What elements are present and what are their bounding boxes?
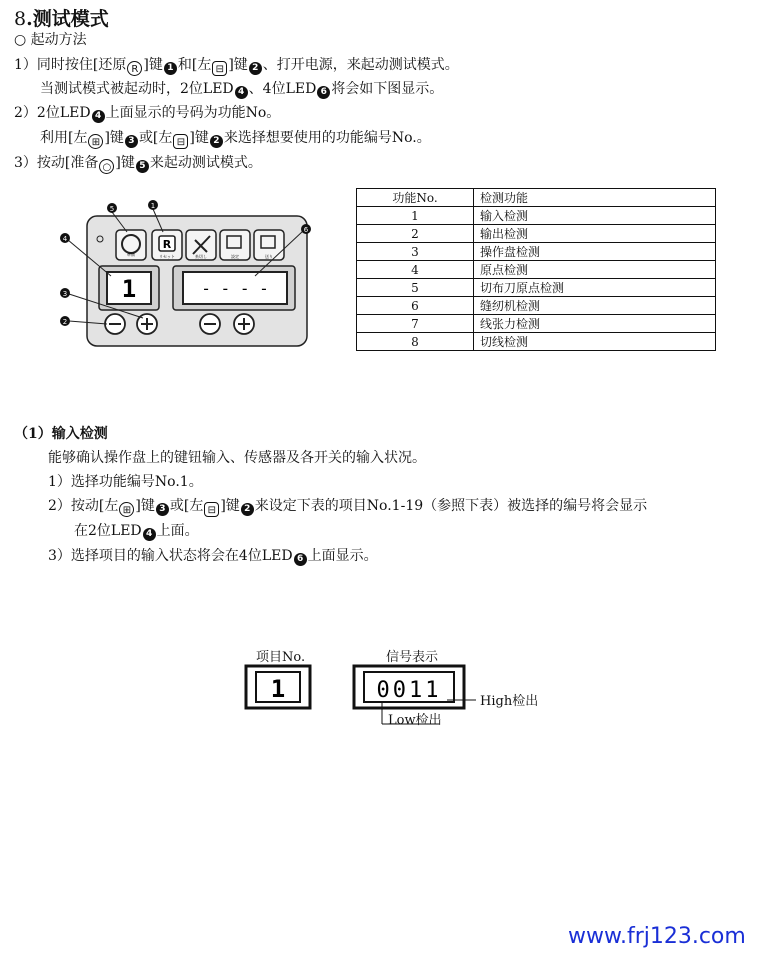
callout-1: 1	[150, 202, 156, 210]
step-1-line-2: 当测试模式被起动时，2位LED 4 、4位LED 6 将会如下图显示。	[40, 81, 444, 97]
section-1-title: （1）输入检测	[14, 426, 108, 442]
callout-4: 4	[62, 235, 68, 243]
col-header-function: 检测功能	[474, 189, 716, 207]
table-header-row	[357, 189, 716, 207]
set-key-label: 設定	[231, 254, 239, 259]
item-no-caption: 项目No.	[256, 650, 306, 665]
led4-display: - - - -	[201, 279, 269, 298]
signal-led: 0011	[376, 678, 442, 703]
high-detect-label: High检出	[480, 694, 539, 709]
ready-key-icon: ○	[99, 159, 114, 174]
step-2-line-2: 利用[左 ⊞ ]键 3 或[左 ⊟ ]键 2 来选择想要使用的功能编号No.。	[40, 130, 431, 148]
callout-3: 3	[62, 290, 68, 298]
minus-key-icon: ⊟	[204, 502, 219, 517]
callout-2: 2	[62, 318, 68, 326]
step-3: 3）按动[准备 ○ ]键 5 来起动测试模式。	[14, 155, 262, 173]
table-row: 2 输出检测	[357, 225, 716, 243]
ready-key-label: 準備	[127, 252, 135, 257]
col-header-no: 功能No.	[357, 189, 474, 207]
table-row: 4 原点检测	[357, 261, 716, 279]
step-1: 1）同时按住[还原 R ]键 1 和[左 ⊟ ]键 2 、打开电源，来起动测试模式。	[14, 57, 459, 75]
table-row: 8 切线检测	[357, 333, 716, 351]
signal-caption: 信号表示	[386, 650, 439, 665]
section-1-item-2: 2）按动[左 ⊞ ]键 3 或[左 ⊟ ]键 2 来设定下表的项目No.1-19（参照下表）被选择的编号将会显示	[48, 498, 648, 516]
operation-panel-figure	[55, 196, 320, 356]
table-row: 5 切布刀原点检测	[357, 279, 716, 297]
reset-letter: R	[162, 238, 172, 251]
callout-6: 6	[303, 226, 309, 234]
start-method-line: ○ 起动方法	[14, 32, 87, 48]
plus-key-icon: ⊞	[88, 134, 103, 149]
section-1-item-1: 1）选择功能编号No.1。	[48, 474, 203, 490]
function-table	[356, 188, 716, 351]
minus-key-icon: ⊟	[173, 134, 188, 149]
table-row: 7 线张力检测	[357, 315, 716, 333]
low-detect-label: Low检出	[388, 713, 442, 728]
item-no-led: 1	[270, 675, 286, 703]
led2-display: 1	[121, 275, 137, 303]
callout-5: 5	[109, 205, 115, 213]
table-row: 6 缝纫机检测	[357, 297, 716, 315]
section-1-item-3: 3）选择项目的输入状态将会在4位LED 6 上面显示。	[48, 548, 378, 564]
reset-key-label: リセット	[159, 254, 175, 259]
section-1-item-2-cont: 在2位LED 4 上面。	[74, 523, 199, 539]
table-row: 1 输入检测	[357, 207, 716, 225]
reset-key-icon: R	[127, 61, 142, 76]
section-heading: 8.测试模式	[14, 8, 109, 30]
plus-key-icon: ⊞	[119, 502, 134, 517]
thread-cut-key-label: 糸切し	[195, 254, 207, 259]
watermark-url: www.frj123.com	[568, 924, 746, 949]
section-1-desc: 能够确认操作盘上的键钮输入、传感器及各开关的输入状况。	[48, 450, 426, 466]
feed-key-label: 送り	[265, 254, 273, 259]
step-2: 2）2位LED 4 上面显示的号码为功能No。	[14, 105, 281, 121]
table-row: 3 操作盘检测	[357, 243, 716, 261]
left-minus-key-icon: ⊟	[212, 61, 227, 76]
